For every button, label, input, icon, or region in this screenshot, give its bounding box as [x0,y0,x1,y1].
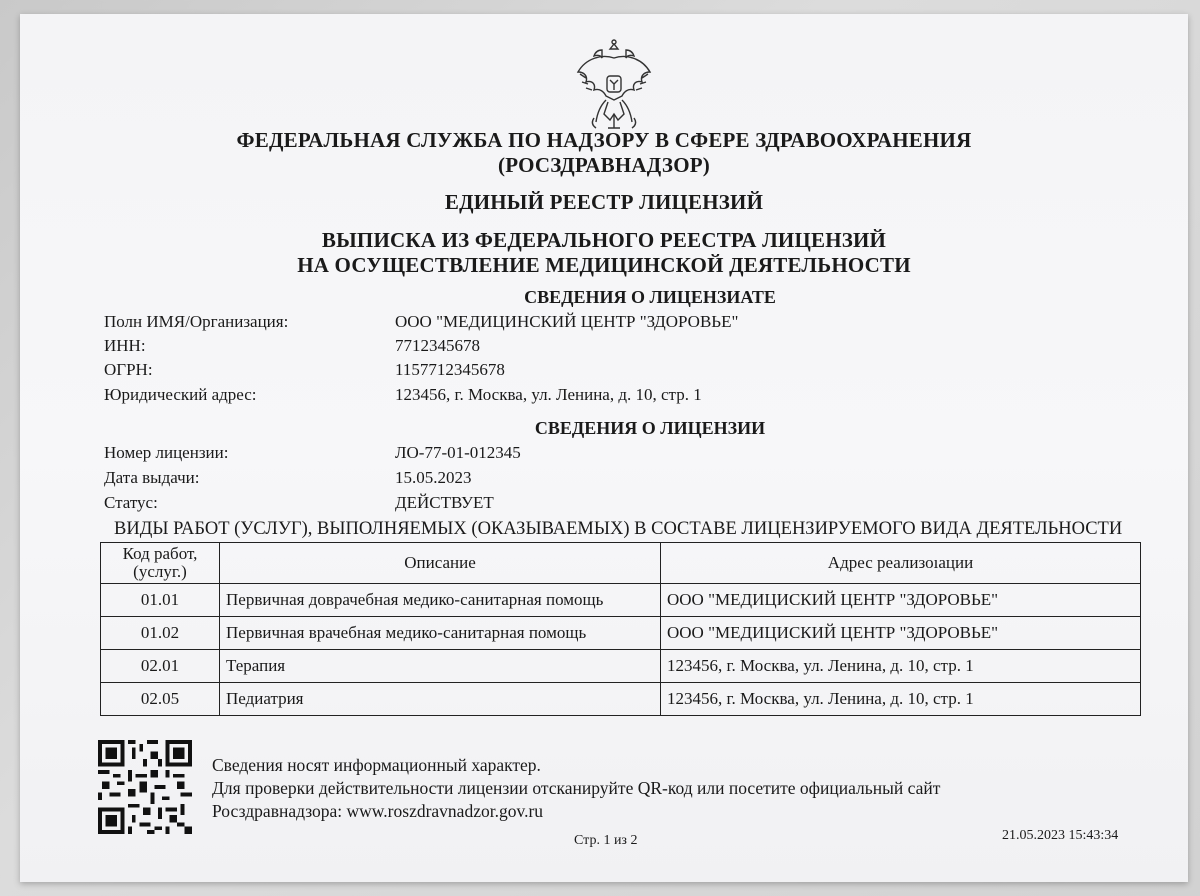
cell-code: 02.05 [101,683,220,716]
field-value: 15.05.2023 [395,468,472,487]
footer-note-line2: Для проверки действительности лицензии отсканируйте QR-код или посетите официальный сайт [212,778,941,798]
works-table [100,542,1141,716]
footer-note [212,754,940,823]
agency-name: ФЕДЕРАЛЬНАЯ СЛУЖБА ПО НАДЗОРУ В СФЕРЕ ЗДРАВООХРАНЕНИЯ [236,128,972,152]
extract-title [20,228,1188,278]
field-label: Дата выдачи: [104,468,200,487]
field-value: ДЕЙСТВУЕТ [395,493,494,512]
works-title: ВИДЫ РАБОТ (УСЛУГ), ВЫПОЛНЯЕМЫХ (ОКАЗЫВАЕМЫХ) В СОСТАВЕ ЛИЦЕНЗИРУЕМОГО ВИДА ДЕЯТЕЛЬНОСТИ [114,519,1123,539]
table-row [101,584,1141,617]
field-label: ОГРН: [104,360,153,379]
agency-title [20,128,1188,178]
qr-code-icon[interactable] [98,740,192,834]
license-section-title: СВЕДЕНИЯ О ЛИЦЕНЗИИ [534,418,766,438]
field-label: Статус: [104,493,158,512]
cell-description: Педиатрия [220,683,661,716]
extract-title-line1: ВЫПИСКА ИЗ ФЕДЕРАЛЬНОГО РЕЕСТРА ЛИЦЕНЗИЙ [321,228,887,252]
cell-address: 123456, г. Москва, ул. Ленина, д. 10, стр. 1 [661,683,1141,716]
column-header-address: Адрес реализоıации [661,543,1141,584]
field-label: Полн ИМЯ/Организация: [104,312,289,331]
extract-title-line2: НА ОСУЩЕСТВЛЕНИЕ МЕДИЦИНСКОЙ ДЕЯТЕЛЬНОСТИ [297,253,911,277]
cell-address: 123456, г. Москва, ул. Ленина, д. 10, стр. 1 [661,650,1141,683]
print-timestamp: 21.05.2023 15:43:34 [1002,828,1119,843]
page-number: Стр. 1 из 2 [574,833,638,848]
field-value: ЛО-77-01-012345 [395,443,521,462]
column-header-code: Код работ, (услуг.) [101,543,220,584]
footer-note-line3: Росздравнадзора: www.roszdravnadzor.gov.ru [212,801,544,821]
footer-note-line1: Сведения носят информационный характер. [212,755,541,775]
cell-description: Первичная врачебная медико-санитарная помощь [220,617,661,650]
cell-code: 02.01 [101,650,220,683]
licensee-section-title: СВЕДЕНИЯ О ЛИЦЕНЗИАТЕ [524,287,776,307]
field-value: 7712345678 [395,336,480,355]
cell-address: ООО "МЕДИЦИСКИЙ ЦЕНТР "ЗДОРОВЬЕ" [661,617,1141,650]
registry-title: ЕДИНЫЙ РЕЕСТР ЛИЦЕНЗИЙ [444,190,764,214]
cell-code: 01.01 [101,584,220,617]
field-value: 1157712345678 [395,360,505,379]
cell-description: Первичная доврачебная медико-санитарная помощь [220,584,661,617]
column-header-description: Описание [220,543,661,584]
field-value: 123456, г. Москва, ул. Ленина, д. 10, стр. 1 [395,385,702,404]
agency-abbrev: (РОСЗДРАВНАДЗОР) [498,153,710,177]
table-header-row [101,543,1141,584]
table-row [101,617,1141,650]
cell-address: ООО "МЕДИЦИСКИЙ ЦЕНТР "ЗДОРОВЬЕ" [661,584,1141,617]
table-row [101,683,1141,716]
field-label: ИНН: [104,336,146,355]
table-row [101,650,1141,683]
cell-code: 01.02 [101,617,220,650]
field-label: Номер лицензии: [104,443,229,462]
document-page [20,14,1188,882]
field-value: ООО "МЕДИЦИНСКИЙ ЦЕНТР "ЗДОРОВЬЕ" [395,312,739,331]
field-label: Юридический адрес: [104,385,257,404]
cell-description: Терапия [220,650,661,683]
double-headed-eagle-emblem-icon [572,38,656,134]
